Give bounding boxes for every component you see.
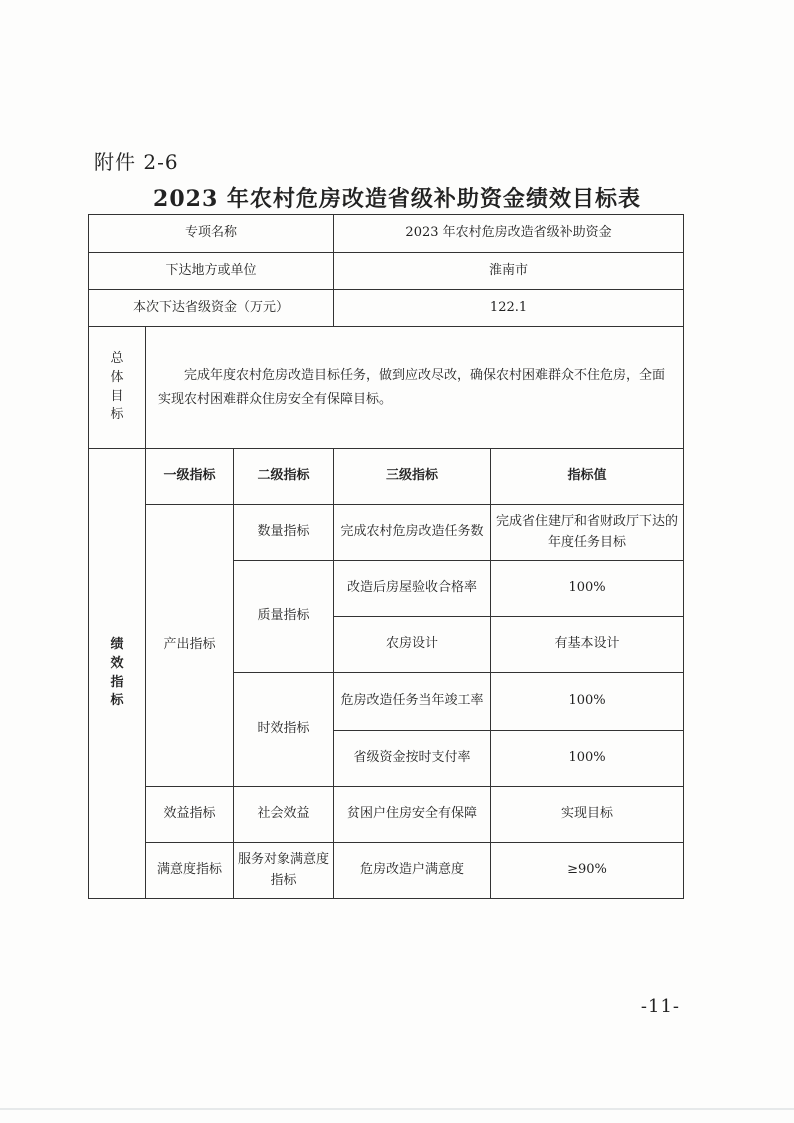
- project-name-value: 2023 年农村危房改造省级补助资金: [334, 215, 684, 253]
- document-title: 2023 年农村危房改造省级补助资金绩效目标表: [153, 186, 641, 212]
- performance-target-table: [88, 214, 684, 899]
- satisfaction-value: ≥90%: [491, 843, 684, 899]
- output-level1: 产出指标: [146, 505, 234, 787]
- attachment-label: 附件 2-6: [94, 150, 179, 174]
- region-value: 淮南市: [334, 253, 684, 290]
- benefit-level1: 效益指标: [146, 787, 234, 843]
- benefit-level3: 贫困户住房安全有保障: [334, 787, 491, 843]
- indicator-header-row: [89, 449, 684, 505]
- satisfaction-level2: 服务对象满意度指标: [234, 843, 334, 899]
- satisfaction-level1: 满意度指标: [146, 843, 234, 899]
- timeliness-value-payment: 100%: [491, 731, 684, 787]
- header-level1: 一级指标: [146, 449, 234, 505]
- quantity-level3: 完成农村危房改造任务数: [334, 505, 491, 561]
- table-row: [89, 843, 684, 899]
- project-name-row: [89, 215, 684, 253]
- quality-value-design: 有基本设计: [491, 617, 684, 673]
- header-level2: 二级指标: [234, 449, 334, 505]
- table-row: [89, 505, 684, 561]
- quality-level2: 质量指标: [234, 561, 334, 673]
- quality-level3-design: 农房设计: [334, 617, 491, 673]
- timeliness-level3-payment: 省级资金按时支付率: [334, 731, 491, 787]
- indicators-label: [89, 449, 146, 899]
- satisfaction-level3: 危房改造户满意度: [334, 843, 491, 899]
- quality-value-acceptance: 100%: [491, 561, 684, 617]
- quality-level3-acceptance: 改造后房屋验收合格率: [334, 561, 491, 617]
- project-name-label: 专项名称: [89, 215, 334, 253]
- overall-goal-text: 完成年度农村危房改造目标任务，做到应改尽改，确保农村困难群众不住危房，全面实现农村困难群众住房安全有保障目标。: [146, 327, 684, 449]
- region-label: 下达地方或单位: [89, 253, 334, 290]
- scan-edge-divider: [0, 1108, 794, 1110]
- overall-goal-row: [89, 327, 684, 449]
- timeliness-value-completion: 100%: [491, 673, 684, 731]
- header-level3: 三级指标: [334, 449, 491, 505]
- overall-goal-label: [89, 327, 146, 449]
- table-row: [89, 787, 684, 843]
- funds-row: [89, 290, 684, 327]
- benefit-level2: 社会效益: [234, 787, 334, 843]
- timeliness-level3-completion: 危房改造任务当年竣工率: [334, 673, 491, 731]
- overall-goal-label-text: 总体目标: [110, 350, 124, 423]
- funds-label: 本次下达省级资金（万元）: [89, 290, 334, 327]
- funds-value: 122.1: [334, 290, 684, 327]
- indicators-label-text: 绩效指标: [110, 636, 124, 709]
- header-value: 指标值: [491, 449, 684, 505]
- page-number: -11-: [640, 996, 680, 1017]
- quantity-level2: 数量指标: [234, 505, 334, 561]
- benefit-value: 实现目标: [491, 787, 684, 843]
- region-row: [89, 253, 684, 290]
- quantity-value: 完成省住建厅和省财政厅下达的年度任务目标: [491, 505, 684, 561]
- timeliness-level2: 时效指标: [234, 673, 334, 787]
